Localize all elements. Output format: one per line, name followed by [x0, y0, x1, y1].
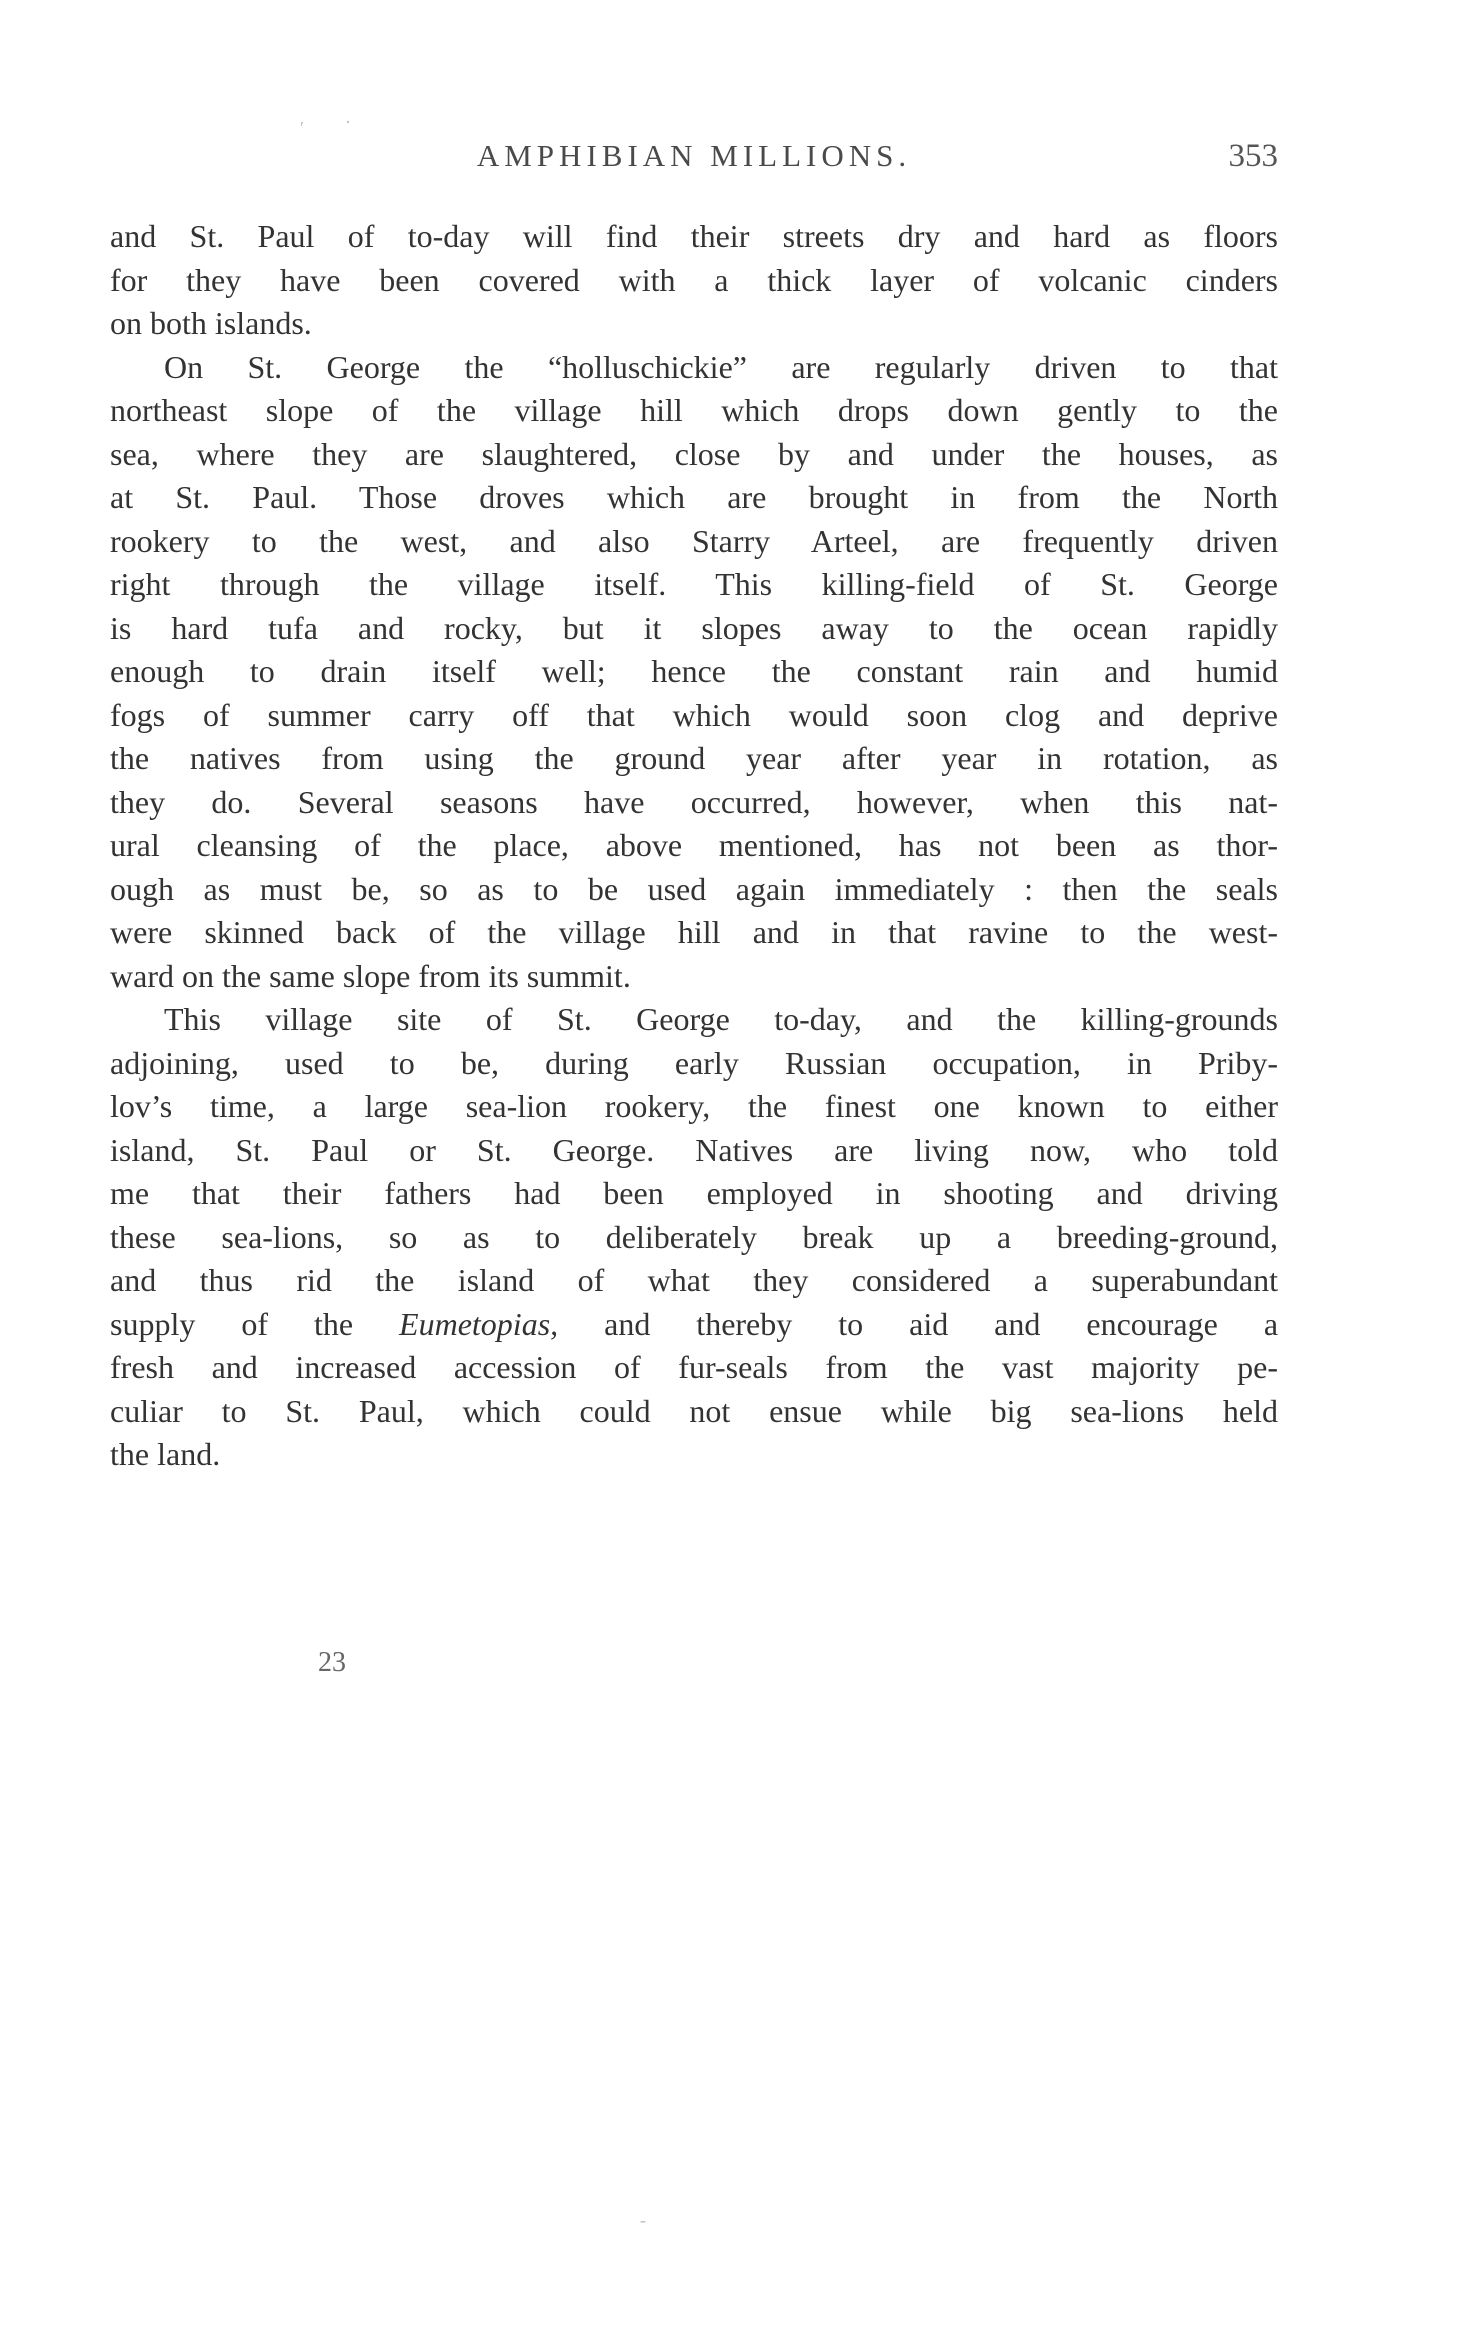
italic-genus-name: Eumetopias, [399, 1305, 559, 1342]
text-line: for they have been covered with a thick layer of volcanic cinders [110, 261, 1278, 298]
text-line: the natives from using the ground year after year in rotation, as [110, 740, 1278, 776]
text-line: On St. George the “holluschickie” are regularly driven to that [164, 348, 1278, 385]
text-line: me that their fathers had been employed in shooting and driving [110, 1175, 1278, 1211]
body-text [110, 215, 1278, 1477]
running-title: AMPHIBIAN MILLIONS. [476, 138, 912, 173]
text-line-with-italic [110, 1303, 1278, 1347]
page-number: 353 [1228, 138, 1278, 174]
text-line: on both islands. [110, 305, 312, 341]
text-line: were skinned back of the village hill and in that ravine to the west- [110, 914, 1278, 950]
text-line: northeast slope of the village hill which drops down gently to the [110, 392, 1278, 428]
text-line: ural cleansing of the place, above mentioned, has not been as thor- [110, 827, 1278, 863]
text-line: rookery to the west, and also Starry Arteel, are frequently driven [110, 522, 1278, 559]
text-line: enough to drain itself well; hence the constant rain and humid [110, 653, 1278, 689]
ink-speck: - [640, 2210, 646, 2230]
text-line: adjoining, used to be, during early Russian occupation, in Priby- [110, 1044, 1278, 1081]
text-line: at St. Paul. Those droves which are brought in from the North [110, 479, 1278, 515]
text-line: right through the village itself. This killing-field of St. George [110, 566, 1278, 602]
text-line: island, St. Paul or St. George. Natives are living now, who told [110, 1131, 1278, 1168]
text-line: and St. Paul of to-day will find their streets dry and hard as floors [110, 218, 1278, 254]
text-fragment: supply of the [110, 1305, 354, 1342]
text-line: ough as must be, so as to be used again immediately : then the seals [110, 870, 1278, 907]
text-line: the land. [110, 1436, 221, 1472]
running-head [110, 138, 1278, 182]
text-line: they do. Several seasons have occurred, however, when this nat- [110, 783, 1278, 820]
text-line: This village site of St. George to-day, and the killing-grounds [164, 1001, 1278, 1037]
text-fragment: and thereby to aid and encourage a [604, 1305, 1279, 1342]
text-line: culiar to St. Paul, which could not ensue while big sea-lions held [110, 1392, 1278, 1429]
text-line: lov’s time, a large sea-lion rookery, the finest one known to either [110, 1088, 1278, 1124]
ink-speck: · [345, 112, 351, 132]
text-line: these sea-lions, so as to deliberately break up a breeding-ground, [110, 1218, 1278, 1255]
text-line: ward on the same slope from its summit. [110, 957, 631, 994]
text-line: sea, where they are slaughtered, close by and under the houses, as [110, 435, 1278, 472]
ink-speck: ′ [300, 118, 304, 138]
signature-mark: 23 [318, 1647, 346, 1678]
text-line: fresh and increased accession of fur-seals from the vast majority pe- [110, 1349, 1278, 1385]
text-line: and thus rid the island of what they considered a superabundant [110, 1262, 1278, 1298]
text-line: is hard tufa and rocky, but it slopes away to the ocean rapidly [110, 609, 1278, 646]
text-line: fogs of summer carry off that which would soon clog and deprive [110, 696, 1278, 733]
